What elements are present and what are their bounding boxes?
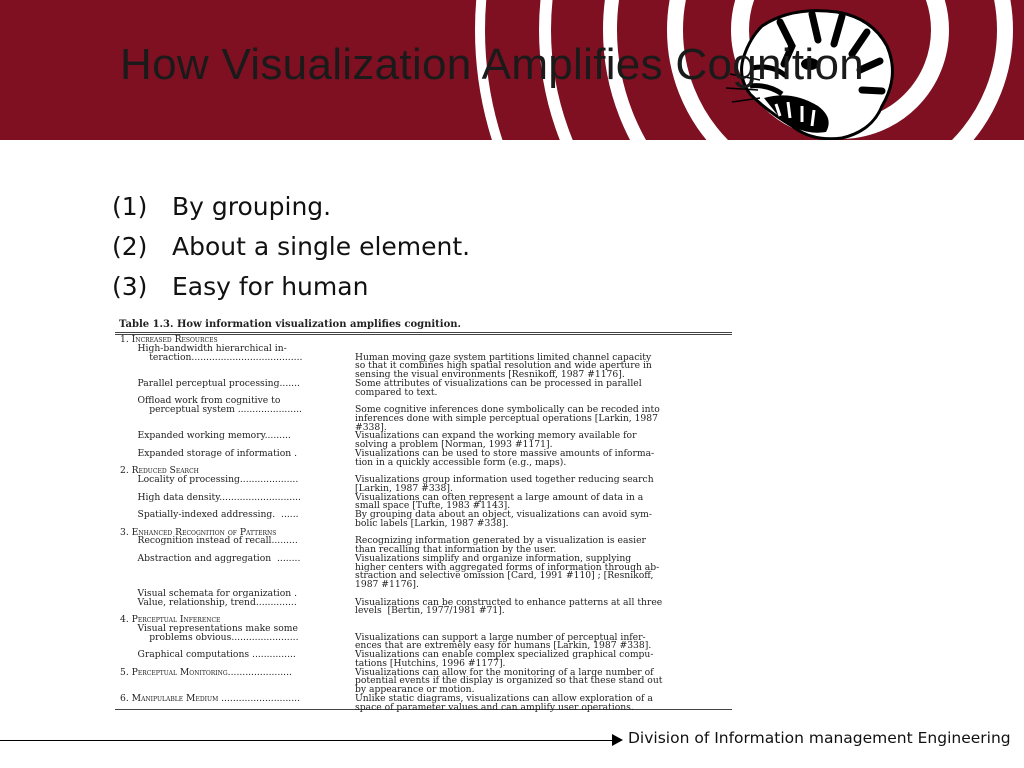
table-right-cell: space of parameter values and can amplify user operations. (355, 701, 634, 713)
table-left-cell: 5. Perceptual Monitoring...................... (120, 667, 292, 677)
table-right-cell: straction and selective omission [Card, 1991 #110] ; [Resnikoff, (355, 570, 654, 582)
table-right-cell: Visualizations can be used to store massive amounts of informa- (355, 447, 655, 459)
table-right-cell: so that it combines high spatial resolution and wide aperture in (355, 360, 652, 372)
table-left-cell: Expanded working memory......... (120, 431, 291, 441)
table-right-cell: sensing the visual environments [Resnikoff, 1987 #1176]. (355, 369, 625, 380)
table-right-cell: Recognizing information generated by a visualization is easier (355, 535, 646, 547)
list-number: (3) (112, 271, 148, 301)
table-right-cell: inferences done with simple perceptual operations [Larkin, 1987 (355, 412, 658, 424)
table-right-cell: Visualizations can be constructed to enhance patterns at all three (355, 596, 663, 608)
table-right-cell: bolic labels [Larkin, 1987 #338]. (355, 517, 509, 529)
table-right-cell: By grouping data about an object, visualizations can avoid sym- (355, 509, 652, 520)
table-right-cell: ences that are extremely easy for humans [Larkin, 1987 #338]. (355, 640, 652, 652)
table-right-cell: Visualizations can often represent a large amount of data in a (355, 491, 644, 503)
list-item (112, 186, 470, 226)
table-left-cell: perceptual system ...................... (120, 405, 302, 414)
table-right-cell: by appearance or motion. (355, 684, 475, 695)
table-left-cell: 1. Increased Resources (120, 335, 218, 344)
table-left-cell: 3. Enhanced Recognition of Patterns (120, 527, 277, 537)
table-left-cell: Locality of processing.................... (120, 475, 299, 484)
table-right-cell: Some attributes of visualizations can be processed in parallel (355, 377, 642, 389)
amplification-table (112, 316, 732, 712)
table-right-cell: tations [Hutchins, 1996 #1177]. (355, 657, 506, 669)
table-left-cell: High-bandwidth hierarchical in- (120, 343, 287, 353)
table-right-cell: Some cognitive inferences done symbolically can be recoded into (355, 404, 660, 415)
table-right-cell: Unlike static diagrams, visualizations can allow exploration of a (355, 692, 653, 704)
table-right-cell: potential events if the display is organized so that these stand out (355, 675, 663, 687)
table-right-cell: Visualizations can enable complex specialized graphical compu- (355, 649, 654, 660)
table-left-cell: problems obvious....................... (120, 632, 299, 642)
list-item (112, 266, 470, 306)
table-left-cell: Value, relationship, trend.............. (120, 597, 297, 607)
table-right-cell: Visualizations can expand the working memory available for (355, 430, 637, 442)
table-right-cell: than recalling that information by the user. (355, 544, 557, 555)
table-left-cell: Abstraction and aggregation ........ (120, 553, 301, 563)
table-left-cell: 4. Perceptual Inference (120, 615, 221, 624)
footer-arrow-line (0, 740, 612, 741)
table-right-cell: [Larkin, 1987 #338]. (355, 482, 453, 494)
list-text: By grouping. (172, 191, 332, 221)
table-right-cell: levels [Bertin, 1977/1981 #71]. (355, 605, 505, 617)
table-left-cell: Visual schemata for organization . (120, 588, 298, 598)
table-right-cell: small space [Tufte, 1983 #1143]. (355, 500, 511, 512)
table-right-cell: #338]. (355, 421, 387, 433)
table-left-cell: Expanded storage of information . (120, 448, 297, 458)
table-left-cell: Spatially-indexed addressing. ...... (120, 510, 299, 519)
table-left-cell: Offload work from cognitive to (120, 396, 281, 406)
list-number: (1) (112, 191, 148, 221)
table-right-cell: Visualizations can support a large number of perceptual infer- (355, 631, 646, 643)
table-left-cell: High data density............................ (120, 492, 301, 502)
table-left-cell: Parallel perceptual processing....... (120, 378, 300, 388)
table-left-cell: Recognition instead of recall......... (120, 536, 298, 546)
slide-title: How Visualization Amplifies Cognition (120, 40, 864, 89)
table-left-cell: 6. Manipulable Medium ........................... (120, 693, 300, 703)
table-left-cell: Graphical computations ............... (120, 650, 296, 659)
footer-department: Division of Information management Engineering (628, 729, 1011, 747)
table-left-cell: 2. Reduced Search (120, 466, 199, 476)
table-right-cell: compared to text. (355, 386, 438, 398)
table-left-cell: teraction...................................... (120, 352, 303, 362)
list-text: Easy for human (172, 271, 369, 301)
list-item (112, 226, 470, 266)
table-right-cell: 1987 #1176]. (355, 579, 419, 590)
footer-arrowhead-icon (612, 734, 623, 746)
list-number: (2) (112, 231, 148, 261)
point-list (112, 186, 470, 306)
table-right-cell: solving a problem [Norman, 1993 #1171]. (355, 439, 553, 450)
list-text: About a single element. (172, 231, 471, 261)
table-left-cell: Visual representations make some (120, 623, 298, 633)
table-right-cell: Visualizations simplify and organize information, supplying (355, 552, 632, 564)
table-right-cell: tion in a quickly accessible form (e.g., maps). (355, 456, 567, 468)
table-right-cell: higher centers with aggregated forms of information through ab- (355, 561, 660, 573)
table-right-cell: Human moving gaze system partitions limited channel capacity (355, 351, 652, 363)
table-right-cell: Visualizations group information used together reducing search (355, 474, 654, 485)
table-right-cell: Visualizations can allow for the monitoring of a large number of (355, 666, 654, 678)
table-caption: Table 1.3. How information visualization amplifies cognition. (119, 319, 462, 330)
title-banner (0, 0, 1024, 140)
